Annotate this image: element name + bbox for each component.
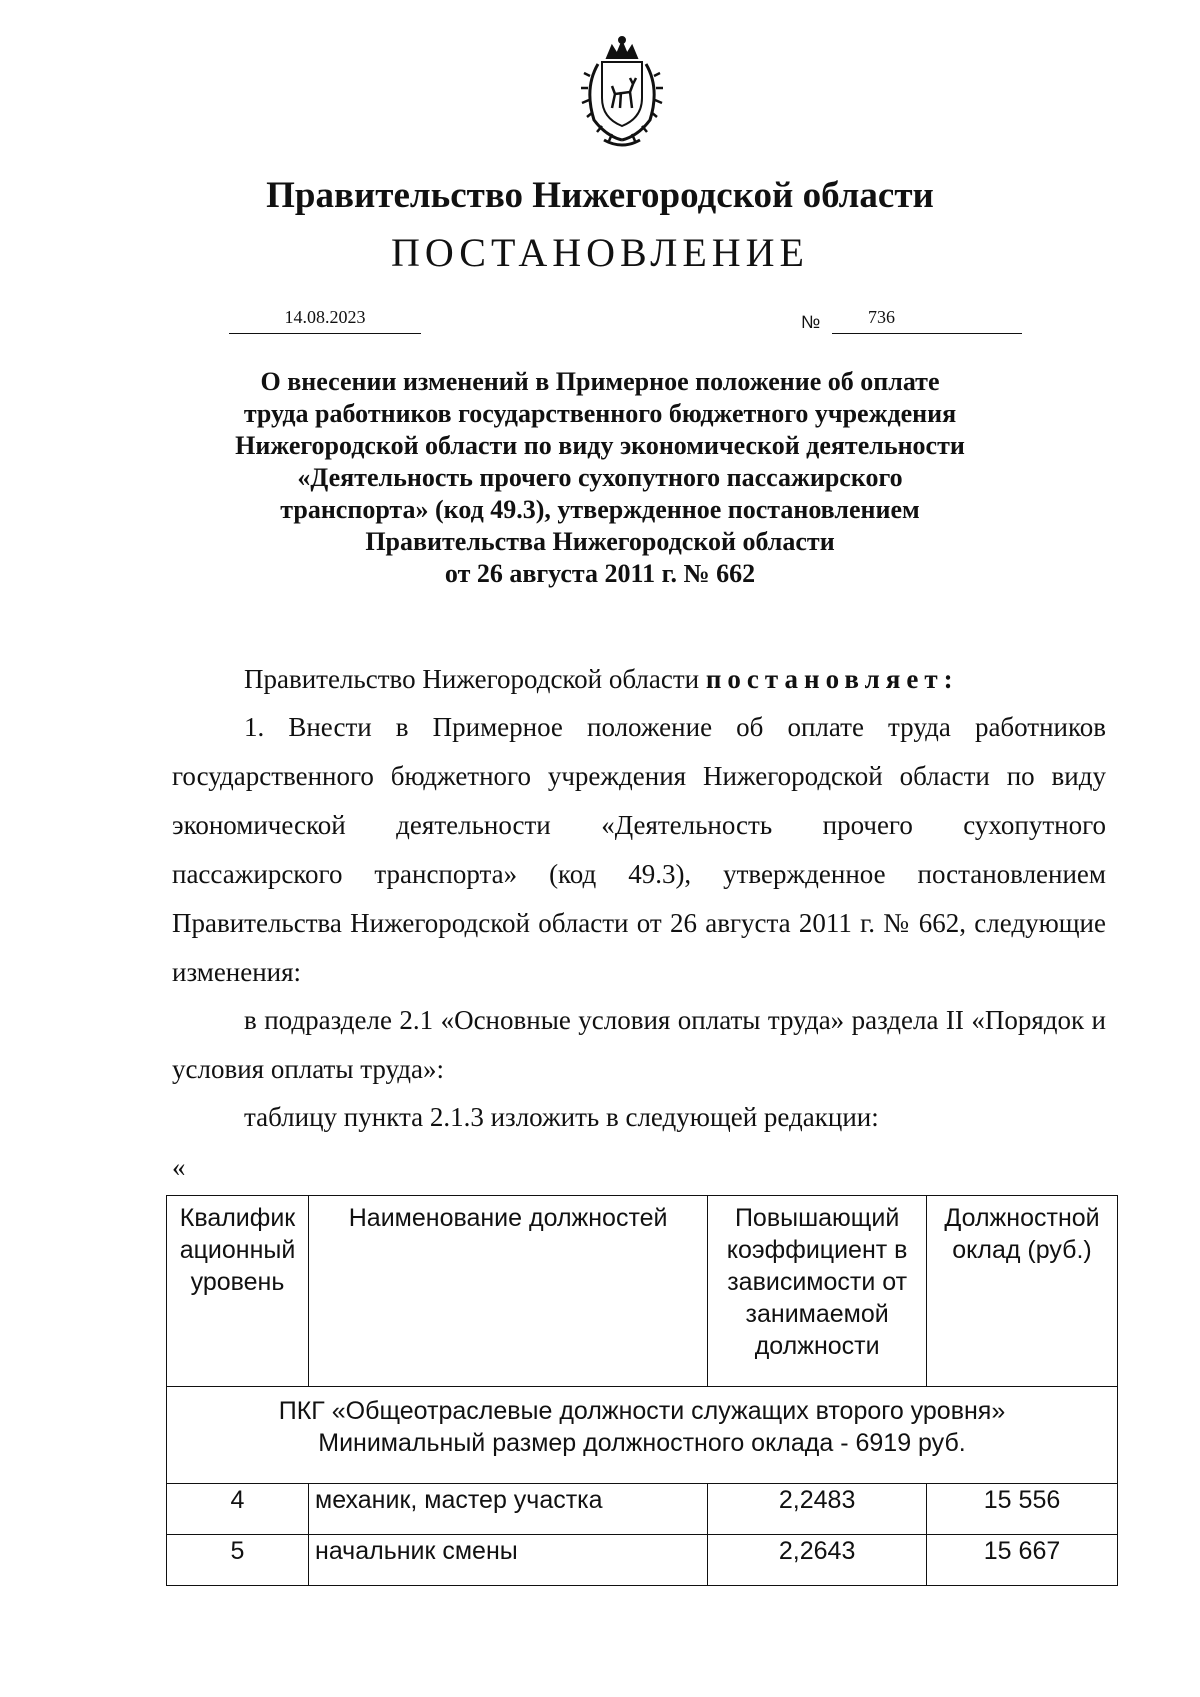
paragraph-table-intro: таблицу пункта 2.1.3 изложить в следующей редакции: bbox=[244, 1102, 879, 1132]
decree-number: 736 bbox=[868, 307, 895, 327]
intro-text: Правительство Нижегородской области bbox=[244, 664, 706, 694]
table-row bbox=[167, 1535, 1118, 1586]
opening-quote: « bbox=[172, 1152, 186, 1182]
header-qualification-level: Квалифик ационный уровень bbox=[167, 1196, 309, 1387]
title-line: О внесении изменений в Примерное положение об оплате bbox=[260, 367, 940, 396]
table-row bbox=[167, 1484, 1118, 1535]
number-sign: № bbox=[801, 312, 821, 332]
cell-coefficient: 2,2643 bbox=[708, 1535, 927, 1586]
government-name: Правительство Нижегородской области bbox=[266, 175, 934, 216]
decree-number-field bbox=[832, 303, 1022, 334]
document-type: ПОСТАНОВЛЕНИЕ bbox=[391, 230, 809, 275]
cell-salary: 15 556 bbox=[927, 1484, 1118, 1535]
table-header-row bbox=[167, 1196, 1118, 1387]
coat-of-arms-emblem bbox=[560, 36, 684, 152]
title-line: труда работников государственного бюджетного учреждения bbox=[243, 399, 957, 428]
group-title: ПКГ «Общеотраслевые должности служащих второго уровня» bbox=[278, 1397, 1006, 1425]
title-line: Правительства Нижегородской области bbox=[365, 527, 835, 556]
title-line: транспорта» (код 49.3), утвержденное постановлением bbox=[280, 495, 920, 524]
cell-level: 5 bbox=[167, 1535, 309, 1586]
header-position-name: Наименование должностей bbox=[309, 1196, 708, 1387]
title-line: от 26 августа 2011 г. № 662 bbox=[444, 559, 756, 588]
salary-table bbox=[166, 1195, 1118, 1586]
decree-date: 14.08.2023 bbox=[229, 303, 421, 334]
group-min-salary: Минимальный размер должностного оклада - 6919 руб. bbox=[318, 1429, 966, 1457]
title-line: Нижегородской области по виду экономической деятельности bbox=[235, 431, 965, 460]
cell-coefficient: 2,2483 bbox=[708, 1484, 927, 1535]
cell-level: 4 bbox=[167, 1484, 309, 1535]
header-salary: Должностной оклад (руб.) bbox=[927, 1196, 1118, 1387]
professional-group-cell bbox=[167, 1387, 1118, 1484]
header-coefficient: Повышающий коэффициент в зависимости от занимаемой должности bbox=[708, 1196, 927, 1387]
title-line: «Деятельность прочего сухопутного пассажирского bbox=[297, 463, 903, 492]
cell-position: механик, мастер участка bbox=[309, 1484, 708, 1535]
cell-salary: 15 667 bbox=[927, 1535, 1118, 1586]
table-group-row bbox=[167, 1387, 1118, 1484]
paragraph-subsection: в подразделе 2.1 «Основные условия оплаты труда» раздела II «Порядок и условия оплаты труда»: bbox=[172, 1005, 1106, 1084]
cell-position: начальник смены bbox=[309, 1535, 708, 1586]
document-title bbox=[180, 366, 1020, 590]
intro-action: постановляет: bbox=[705, 664, 959, 694]
resolution-intro bbox=[172, 655, 1106, 704]
paragraph-item-1: 1. Внести в Примерное положение об оплате труда работников государственного бюджетного учреждения Нижегородской области по виду экономической деятельности «Деятельность прочего сухопутного пассажирского транспорта» (код 49.3), утвержденное постановлением Правительства Нижегородской области от 26 августа 2011 г. № 662, следующие изменения: bbox=[172, 712, 1106, 987]
